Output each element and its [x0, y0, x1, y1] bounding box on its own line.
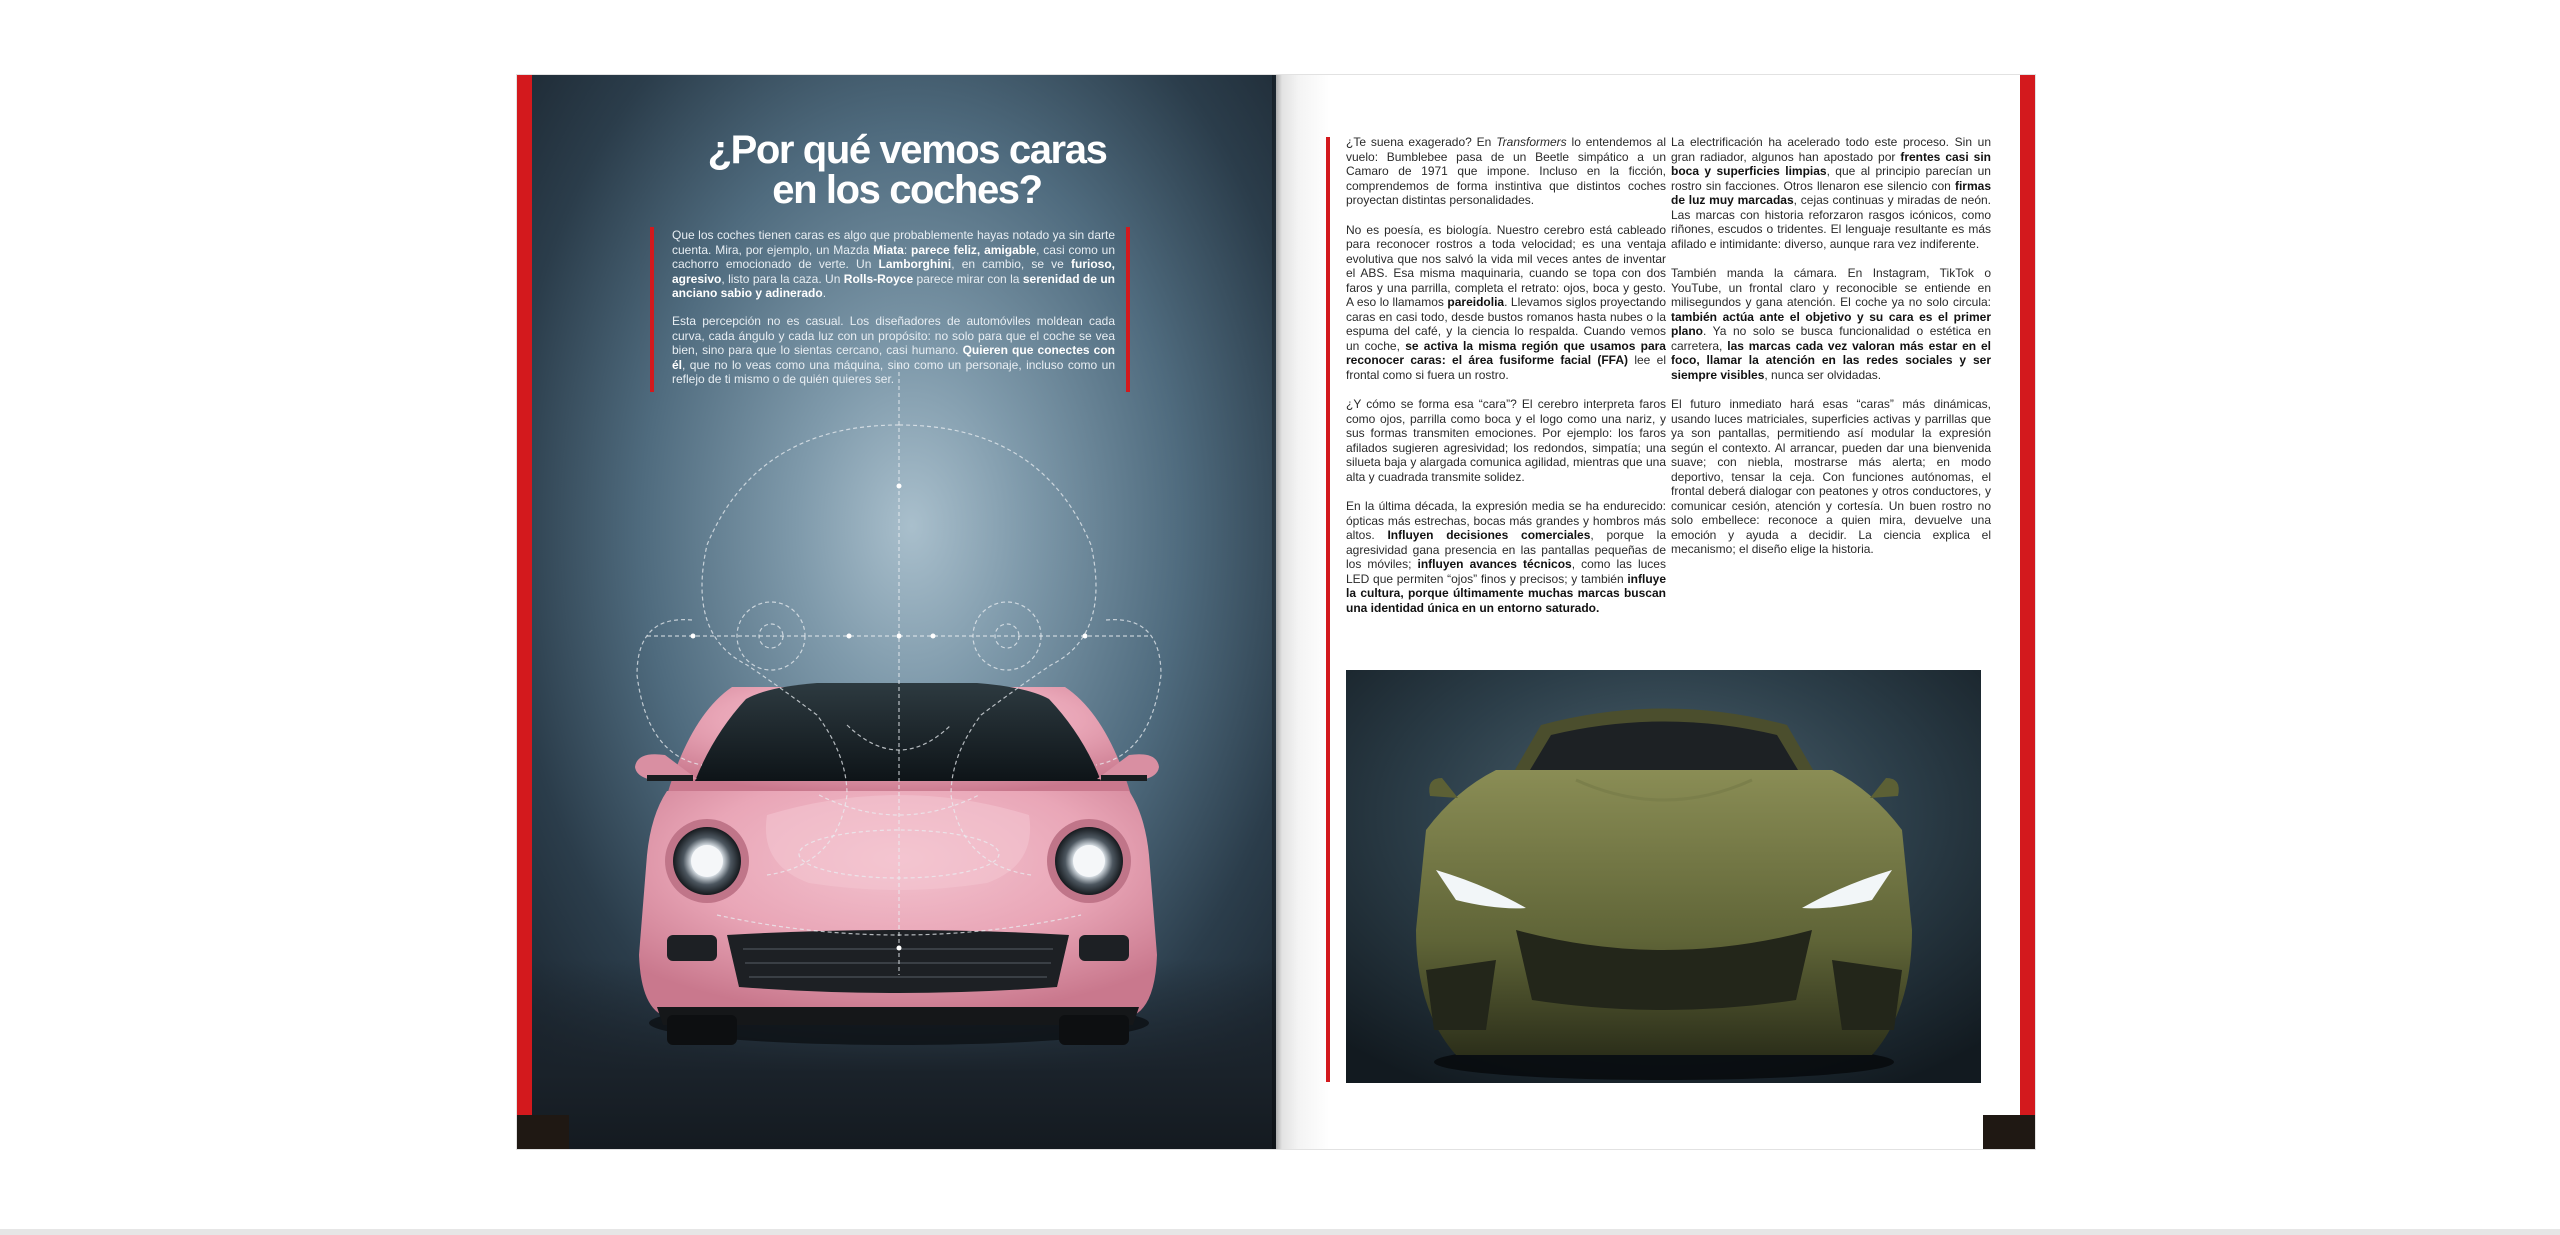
right-red-edge-bar: [2020, 75, 2035, 1149]
text-run: Que los coches tienen caras es algo que probablemente hayas notado ya sin darte cuenta. Mira, por ejemplo, un Mazda: [672, 228, 1115, 257]
text-run: En la última década, la expresión media se ha endurecido: ópticas más estrechas, bocas más grandes y hombros más altos.: [1346, 499, 1666, 542]
left-corner-block: [517, 1115, 569, 1149]
magazine-spread: [517, 75, 2035, 1149]
text-run: , nunca ser olvidadas.: [1764, 367, 1882, 382]
text-run: , que no lo veas como una máquina, sino como un personaje, incluso como un reflejo de ti mismo o de quién quieres ser.: [672, 357, 1115, 387]
bold-text: Influyen decisiones comerciales: [1387, 528, 1591, 542]
text-run: , en cambio, se ve: [951, 257, 1072, 272]
title-line-1: ¿Por qué vemos caras: [707, 128, 1107, 172]
spine-gutter-shadow: [1272, 75, 1282, 1149]
text-run: parece mirar con la: [913, 271, 1023, 286]
text-run: ¿Y cómo se forma esa “cara”? El cerebro interpreta faros como ojos, parrilla como boca y el logo como una nariz, y sus formas transmiten emociones. Por ejemplo: los faros afilados sugieren agresividad; los redondos, simpatía; una silueta baja y alargada comunica agilidad, mientras que una alta y cuadrada transmite solidez.: [1346, 397, 1666, 484]
intro-text: [672, 228, 1115, 400]
right-page: [1276, 75, 2035, 1149]
text-run: , que al principio parecían un rostro sin facciones. Otros llenaron ese silencio con: [1671, 164, 1991, 193]
bold-text: parece feliz, amigable: [911, 242, 1037, 257]
bold-text: firmas de luz muy marcadas: [1671, 178, 1991, 207]
text-column-1: [1346, 135, 1666, 630]
text-run: , porque la agresividad gana presencia en las pantallas pequeñas de los móviles;: [1346, 528, 1666, 571]
bold-text: frentes casi sin boca y superficies limpias: [1671, 149, 1991, 178]
paragraph: [1671, 266, 1991, 382]
text-column-2: [1671, 135, 1991, 572]
bold-text: Lamborghini: [878, 257, 952, 272]
paragraph: [1346, 135, 1666, 208]
left-page: [517, 75, 1276, 1149]
paragraph: [672, 228, 1115, 301]
text-run: :: [903, 242, 912, 257]
bold-text: también actúa ante el objetivo y su cara es el primer plano: [1671, 309, 1991, 338]
text-run: , como las luces LED que permiten “ojos” finos y precisos; y también: [1346, 557, 1666, 586]
page-bottom-strip: [0, 1229, 2560, 1235]
text-run: También manda la cámara. En Instagram, TikTok o YouTube, un frontal claro y reconocible se entiende en milisegundos y gana atención. El coche ya no solo circula:: [1671, 266, 1991, 309]
left-red-edge-bar: [517, 75, 532, 1149]
bold-text: Quieren que conectes con él: [672, 343, 1115, 372]
bold-text: influye la cultura, porque últimamente muchas marcas buscan una identidad única en un entorno saturado.: [1346, 571, 1666, 615]
italic-text: Transformers: [1496, 135, 1567, 149]
text-run: Esta percepción no es casual. Los diseñadores de automóviles moldean cada curva, cada ángulo y cada luz con un propósito: no solo para que el coche se vea bien, sino para que lo sientas cercano, casi humano.: [672, 313, 1115, 358]
text-run: .: [822, 286, 827, 301]
paragraph: [1346, 397, 1666, 484]
text-run: No es poesía, es biología. Nuestro cerebro está cableado para reconocer rostros a toda velocidad; es una ventaja evolutiva que nos salvó la vida mil veces antes de inventar el ABS. Esa misma maquinaria, cuando se topa con dos faros y una parrilla, completa el retrato: ojos, boca y gesto. A eso lo llamamos: [1346, 222, 1666, 309]
paragraph: [1671, 397, 1991, 557]
text-run: , cejas continuas y miradas de neón. Las marcas con historia reforzaron rasgos icónicos, como riñones, escudos o tridentes. El lenguaje resultante es más afilado e intimidante: diverso, aunque rara vez indiferente.: [1671, 193, 1992, 251]
paragraph: [1346, 223, 1666, 383]
paragraph: [672, 314, 1115, 387]
text-run: . Ya no solo se busca funcionalidad o estética en carretera,: [1671, 324, 1991, 353]
text-run: La electrificación ha acelerado todo este proceso. Sin un gran radiador, algunos han apostado por: [1671, 135, 1991, 164]
text-run: lee el frontal como si fuera un rostro.: [1346, 353, 1666, 382]
title-line-2: en los coches?: [772, 168, 1042, 212]
bold-text: furioso, agresivo: [672, 257, 1116, 286]
intro-right-rule: [1126, 227, 1130, 392]
intro-left-rule: [650, 227, 654, 392]
green-sports-car-photo: [1346, 670, 1981, 1083]
text-run: El futuro inmediato hará esas “caras” más dinámicas, usando luces matriciales, superficies activas y parrillas que ya son pantallas, permitiendo así modular la expresión según el contexto. Al arrancar, pueden dar una bienvenida suave; con niebla, mostrarse más alerta; en modo deportivo, tensar la ceja. Con funciones autónomas, el frontal deberá dialogar con peatones y otros conductores, y comunicar cesión, atención y cortesía. Un buen rostro no solo embellece: reconoce a quien mira, devuelve una emoción y ayuda a decidir. La ciencia explica el mecanismo; el diseño elige la historia.: [1671, 397, 1991, 556]
text-run: . Llevamos siglos proyectando caras en casi todo, desde bustos romanos hasta nubes o la espuma del café, y la ciencia lo respalda. Cuando vemos un coche,: [1346, 295, 1667, 353]
paragraph: [1671, 135, 1991, 251]
article-title: [577, 130, 1237, 210]
bold-text: pareidolia: [1447, 295, 1505, 309]
text-run: , casi como un cachorro emocionado de verte. Un: [672, 242, 1115, 272]
right-corner-block: [1983, 1115, 2035, 1149]
paragraph: [1346, 499, 1666, 615]
bold-text: influyen avances técnicos: [1417, 557, 1572, 571]
text-run: lo entendemos al vuelo: Bumblebee pasa de un Beetle simpático a un Camaro de 1971 que impone. Incluso en la ficción, comprendemos de forma instintiva que distintos coches proyectan distintas personalidades.: [1346, 135, 1666, 207]
bold-text: Rolls-Royce: [843, 271, 914, 286]
text-run: , listo para la caza. Un: [721, 271, 844, 286]
right-page-red-rule: [1326, 137, 1330, 1082]
bold-text: Miata: [873, 242, 904, 257]
bold-text: las marcas cada vez valoran más estar en el foco, llamar la atención en las redes sociales y ser siempre visibles: [1671, 338, 1992, 382]
bold-text: serenidad de un anciano sabio y adinerado: [672, 271, 1115, 301]
text-run: ¿Te suena exagerado? En: [1346, 135, 1497, 149]
bold-text: se activa la misma región que usamos para reconocer caras: el área fusiforme facial (FFA): [1346, 338, 1666, 367]
